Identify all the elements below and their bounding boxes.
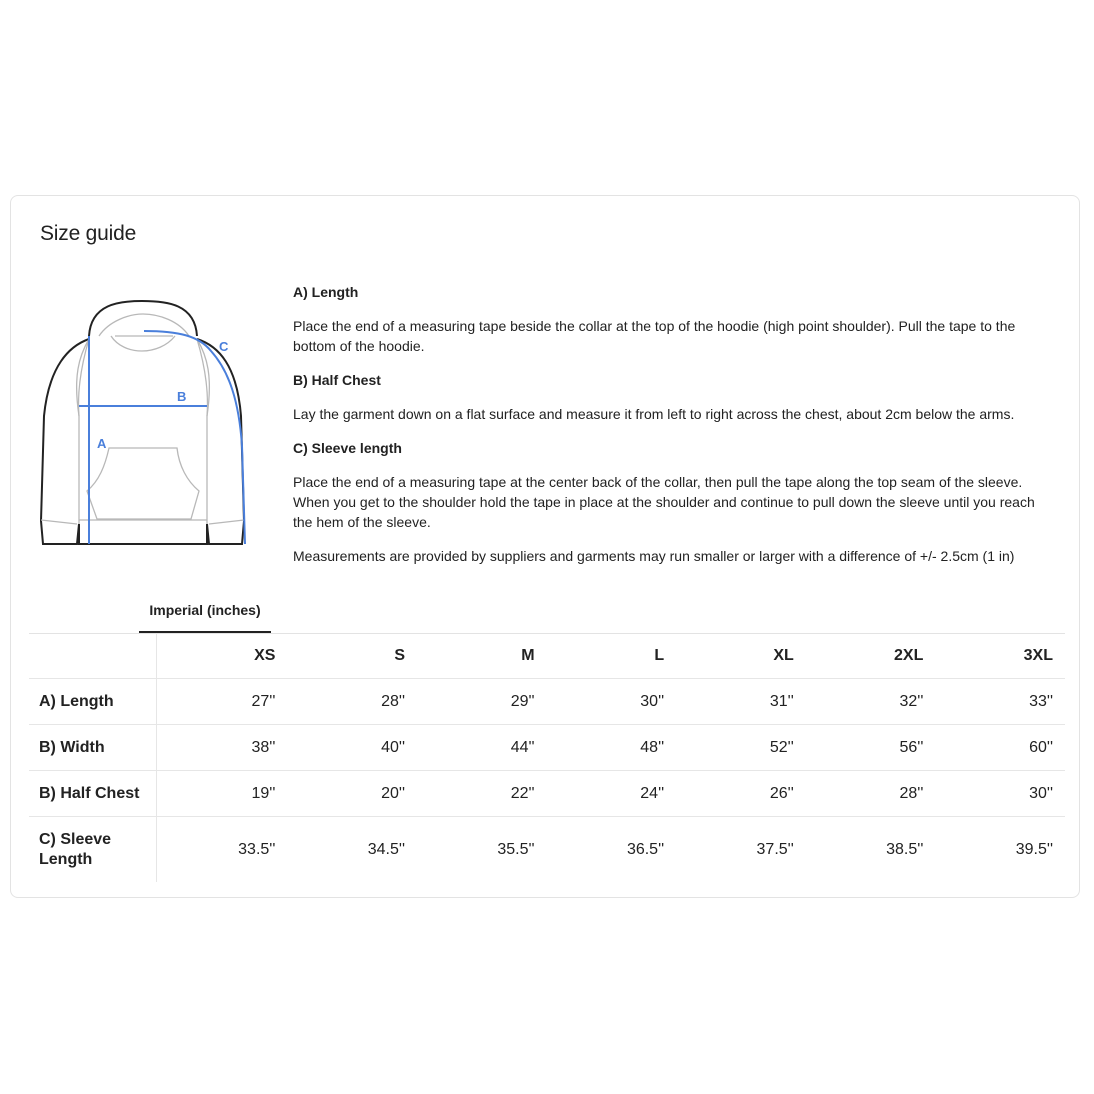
row-label-length: A) Length xyxy=(29,679,157,725)
page-title: Size guide xyxy=(40,222,137,245)
table-cell: 19'' xyxy=(157,771,288,817)
table-cell: 34.5'' xyxy=(367,840,405,858)
column-header-3xl: 3XL xyxy=(935,633,1065,679)
unit-tabs xyxy=(29,600,1065,634)
measurement-note: Measurements are provided by suppliers and garments may run smaller or larger with a difference of +/- 2.5cm (1 in) xyxy=(293,548,1015,564)
table-cell: 56'' xyxy=(806,725,936,771)
label-b: B xyxy=(177,389,187,404)
label-a: A xyxy=(97,436,107,451)
table-row xyxy=(29,679,1065,725)
table-cell: 30'' xyxy=(935,771,1065,817)
table-header-row xyxy=(29,633,1065,679)
desc-text-sleeve: Place the end of a measuring tape at the center back of the collar, then pull the tape along the top seam of the sleeve. When you get to the shoulder hold the tape in place at the shoulder and continue to pull down the sleeve until you reach the hem of the sleeve. xyxy=(293,474,1035,530)
table-cell: 24'' xyxy=(547,771,677,817)
table-cell: 28'' xyxy=(287,679,417,725)
table-cell: 36.5'' xyxy=(626,840,665,858)
size-guide-card xyxy=(10,195,1080,898)
hoodie-diagram xyxy=(39,296,249,551)
row-label-half-chest: B) Half Chest xyxy=(29,771,157,817)
table-row xyxy=(29,725,1065,771)
column-header-l: L xyxy=(547,633,677,679)
desc-heading-sleeve: C) Sleeve length xyxy=(293,440,402,456)
table-cell: 20'' xyxy=(287,771,417,817)
desc-heading-length: A) Length xyxy=(293,284,359,300)
table-row xyxy=(29,771,1065,817)
table-cell: 35.5'' xyxy=(497,840,535,858)
measurement-descriptions xyxy=(293,282,1053,580)
table-cell: 60'' xyxy=(935,725,1065,771)
row-label-width: B) Width xyxy=(29,725,157,771)
desc-heading-half-chest: B) Half Chest xyxy=(293,372,381,388)
table-cell: 31'' xyxy=(676,679,806,725)
column-header-xl: XL xyxy=(676,633,806,679)
label-c: C xyxy=(219,339,229,354)
table-cell: 48'' xyxy=(547,725,677,771)
column-header-s: S xyxy=(287,633,417,679)
table-cell: 33'' xyxy=(935,679,1065,725)
table-cell: 30'' xyxy=(547,679,677,725)
table-cell: 32'' xyxy=(806,679,936,725)
table-cell: 38'' xyxy=(157,725,288,771)
table-row xyxy=(29,817,1065,883)
table-cell: 22'' xyxy=(417,771,547,817)
row-label-sleeve-length: C) Sleeve Length xyxy=(29,817,157,883)
table-cell: 52'' xyxy=(676,725,806,771)
table-cell: 28'' xyxy=(806,771,936,817)
table-cell: 26'' xyxy=(676,771,806,817)
table-cell: 40'' xyxy=(287,725,417,771)
table-cell: 39.5'' xyxy=(1015,840,1053,858)
desc-text-half-chest: Lay the garment down on a flat surface and measure it from left to right across the chest, about 2cm below the arms. xyxy=(293,406,1015,422)
table-cell: 29'' xyxy=(417,679,547,725)
tab-imperial[interactable]: Imperial (inches) xyxy=(139,600,271,633)
table-cell: 38.5'' xyxy=(886,840,924,858)
size-table xyxy=(29,633,1065,882)
column-header-m: M xyxy=(417,633,547,679)
table-cell: 44'' xyxy=(417,725,547,771)
table-corner xyxy=(29,633,157,679)
column-header-xs: XS xyxy=(157,633,288,679)
column-header-2xl: 2XL xyxy=(806,633,936,679)
table-cell: 37.5'' xyxy=(756,840,794,858)
table-cell: 33.5'' xyxy=(238,840,276,858)
table-cell: 27'' xyxy=(157,679,288,725)
desc-text-length: Place the end of a measuring tape beside the collar at the top of the hoodie (high point shoulder). Pull the tape to the bottom of the hoodie. xyxy=(293,318,1016,354)
